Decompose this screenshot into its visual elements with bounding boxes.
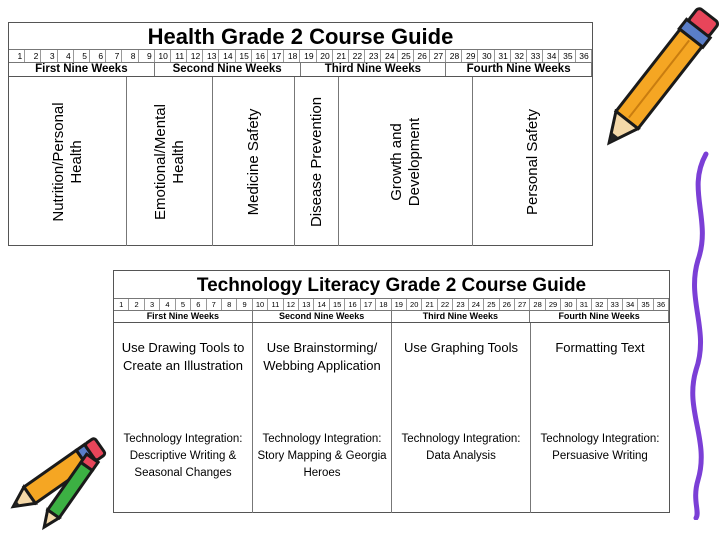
tech-week-number: 35 [638,299,653,310]
health-topic-cell [9,77,127,246]
tech-week-number: 18 [376,299,391,310]
tech-week-number: 33 [608,299,623,310]
tech-week-number: 28 [530,299,545,310]
pencil-icon-top-right [598,0,720,158]
tech-week-number: 11 [268,299,283,310]
tech-week-number: 13 [299,299,314,310]
health-week-number: 20 [317,50,333,62]
tech-week-number: 5 [176,299,191,310]
tech-column [253,323,392,513]
tech-week-number: 25 [484,299,499,310]
health-week-number: 35 [559,50,575,62]
health-quarter-headers [9,62,592,77]
purple-squiggle-icon [676,150,720,520]
tech-week-number: 4 [160,299,175,310]
health-week-number: 32 [511,50,527,62]
tech-week-number: 6 [191,299,206,310]
tech-column [531,323,669,513]
health-topic: Nutrition/Personal Health [49,101,85,222]
tech-quarter-headers [114,310,669,323]
tech-integration: Technology Integration: Story Mapping & Georgia Heroes [257,433,387,479]
tech-week-number: 29 [546,299,561,310]
health-week-number: 34 [543,50,559,62]
tech-week-number: 2 [129,299,144,310]
health-week-number: 27 [430,50,446,62]
health-quarter-header: Fourth Nine Weeks [446,62,592,76]
tech-quarter-header: Second Nine Weeks [253,310,392,322]
health-topic-cell [127,77,213,246]
tech-week-number: 31 [577,299,592,310]
tech-week-number: 17 [361,299,376,310]
tech-week-number: 21 [422,299,437,310]
health-week-number: 13 [203,50,219,62]
health-quarter-header: Third Nine Weeks [301,62,447,76]
tech-column [114,323,253,513]
tech-week-number: 3 [145,299,160,310]
health-topic-cell [295,77,339,246]
health-week-number: 36 [576,50,592,62]
health-topic: Growth and Development [387,117,423,206]
health-week-number: 31 [495,50,511,62]
health-week-number: 16 [252,50,268,62]
health-week-number: 21 [333,50,349,62]
tech-week-number: 20 [407,299,422,310]
health-week-number: 28 [446,50,462,62]
tech-week-number: 8 [222,299,237,310]
health-topic: Personal Safety [523,108,541,215]
tech-skill: Formatting Text [555,340,645,355]
health-week-number: 29 [462,50,478,62]
tech-week-number: 22 [438,299,453,310]
health-week-number: 11 [171,50,187,62]
tech-week-number: 9 [237,299,252,310]
health-week-number: 17 [268,50,284,62]
health-week-number: 10 [155,50,171,62]
tech-title: Technology Literacy Grade 2 Course Guide [196,275,587,296]
health-week-number: 18 [284,50,300,62]
health-week-number: 12 [187,50,203,62]
tech-week-number: 23 [453,299,468,310]
health-topic: Medicine Safety [244,108,262,215]
health-week-number: 6 [90,50,106,62]
health-title: Health Grade 2 Course Guide [147,24,454,49]
health-week-number: 19 [300,50,316,62]
health-week-number: 26 [414,50,430,62]
tech-course-guide [113,270,670,513]
health-week-number: 4 [58,50,74,62]
tech-skill: Use Drawing Tools to Create an Illustration [121,340,245,373]
tech-week-number: 1 [114,299,129,310]
health-topic-cell [213,77,295,246]
health-topics [9,77,592,246]
tech-week-number: 19 [392,299,407,310]
health-week-number: 9 [139,50,155,62]
tech-integration: Technology Integration: Descriptive Writing & Seasonal Changes [123,433,243,479]
tech-quarter-header: Third Nine Weeks [392,310,531,322]
health-quarter-header: Second Nine Weeks [155,62,301,76]
tech-week-number: 24 [469,299,484,310]
health-week-number: 25 [398,50,414,62]
health-week-number: 22 [349,50,365,62]
tech-skill: Use Brainstorming/ Webbing Application [263,340,381,373]
health-topic-cell [473,77,592,246]
health-week-number: 7 [106,50,122,62]
health-week-number: 14 [219,50,235,62]
tech-week-number: 30 [561,299,576,310]
health-week-number: 3 [41,50,57,62]
health-week-number: 24 [381,50,397,62]
health-topic: Disease Prevention [307,96,325,227]
tech-week-number: 16 [345,299,360,310]
health-topic: Emotional/Mental Health [151,103,187,220]
tech-week-number: 36 [654,299,669,310]
health-week-number: 15 [236,50,252,62]
health-week-number: 30 [478,50,494,62]
health-quarter-header: First Nine Weeks [9,62,155,76]
health-topic-cell [339,77,473,246]
tech-skill: Use Graphing Tools [404,340,518,355]
tech-columns [114,323,669,513]
tech-integration: Technology Integration: Data Analysis [401,433,521,462]
health-course-guide [8,22,593,246]
tech-week-number: 26 [500,299,515,310]
health-week-number: 2 [25,50,41,62]
pencils-icon-bottom-left [0,428,112,540]
tech-column [392,323,531,513]
tech-week-number: 34 [623,299,638,310]
health-week-number: 23 [365,50,381,62]
tech-week-number: 27 [515,299,530,310]
health-week-number: 8 [122,50,138,62]
tech-week-number: 32 [592,299,607,310]
health-week-numbers [9,49,592,63]
tech-week-number: 10 [253,299,268,310]
tech-week-number: 15 [330,299,345,310]
health-week-number: 1 [9,50,25,62]
tech-week-number: 14 [314,299,329,310]
tech-week-number: 12 [284,299,299,310]
health-week-number: 5 [74,50,90,62]
tech-integration: Technology Integration: Persuasive Writing [540,433,660,462]
tech-week-number: 7 [207,299,222,310]
health-week-number: 33 [527,50,543,62]
tech-quarter-header: Fourth Nine Weeks [530,310,669,322]
tech-quarter-header: First Nine Weeks [114,310,253,322]
